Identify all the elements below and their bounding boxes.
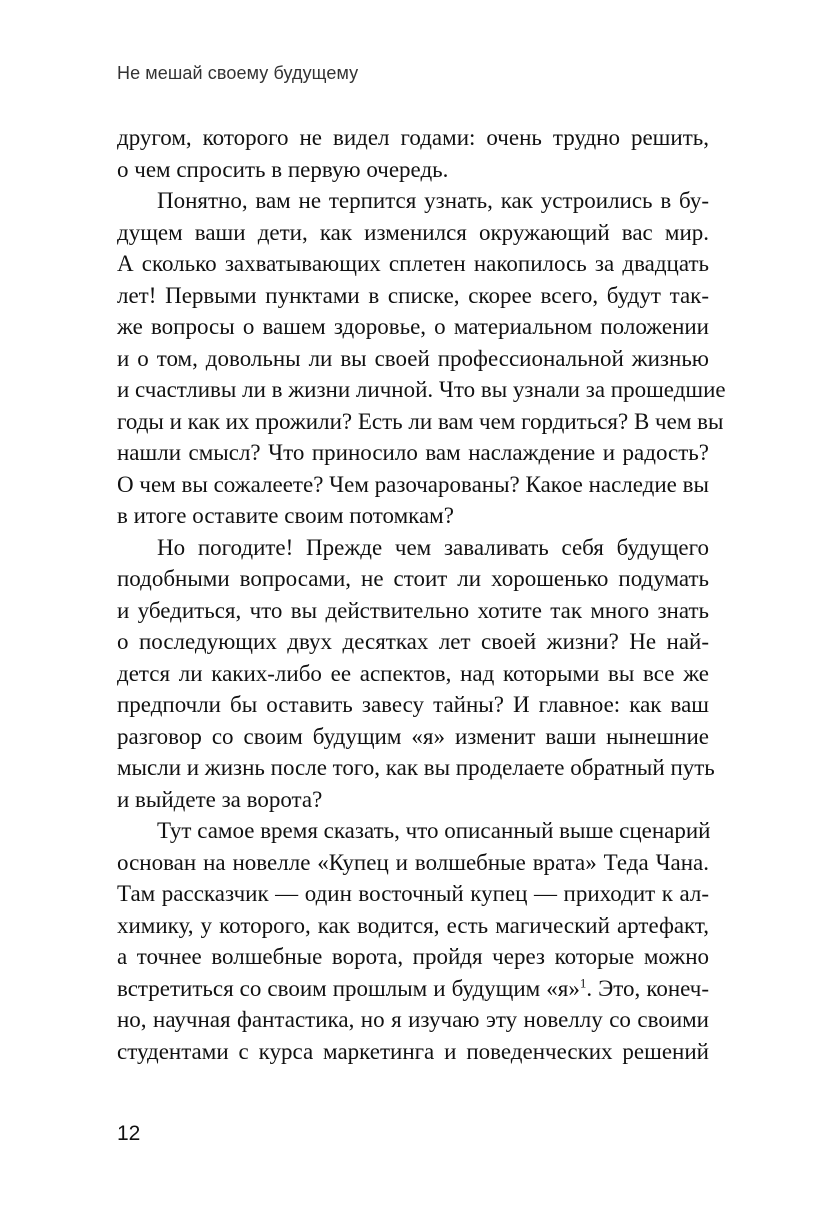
text-line: а точнее волшебные ворота, пройдя через которые можно — [117, 944, 709, 969]
body-text — [117, 122, 726, 1067]
text-line: дется ли каких-либо ее аспектов, над которыми вы все же — [117, 660, 709, 686]
text-line: дущем ваши дети, как изменился окружающий вас мир. — [117, 219, 709, 245]
text-line: химику, у которого, как водится, есть магический артефакт, — [117, 912, 709, 938]
page-number: 12 — [117, 1122, 141, 1145]
text-line: в итоге оставите своим потомкам? — [117, 503, 454, 528]
text-line: же вопросы о вашем здоровье, о материальном положении — [117, 314, 709, 339]
paragraph — [117, 532, 715, 816]
text-line: основан на новелле «Купец и волшебные врата» Теда Чана. — [117, 849, 709, 875]
text-line: Там рассказчик — один восточный купец — приходит к ал- — [117, 881, 709, 906]
text-line: А сколько захватывающих сплетен накопилось за двадцать — [117, 251, 709, 276]
text-line: о чем спросить в первую очередь. — [117, 156, 449, 182]
text-line: студентами с курса маркетинга и поведенческих решений — [117, 1038, 709, 1064]
text-line: годы и как их прожили? Есть ли вам чем гордиться? В чем вы — [117, 408, 724, 434]
text-line: мысли и жизнь после того, как вы проделаете обратный путь — [117, 755, 715, 780]
footnote-marker[interactable]: 1 — [579, 974, 587, 990]
paragraph — [117, 815, 709, 1067]
paragraph — [117, 122, 709, 185]
text-line: нашли смысл? Что приносило вам наслаждение и радость? — [117, 440, 709, 465]
text-line: и убедиться, что вы действительно хотите так много знать — [117, 597, 709, 623]
text-line: Понятно, вам не терпится узнать, как устроились в бу- — [157, 188, 709, 213]
text-line: и о том, довольны ли вы своей профессиональной жизнью — [117, 345, 709, 371]
text-line: и счастливы ли в жизни личной. Что вы узнали за прошедшие — [117, 377, 726, 402]
text-line: другом, которого не видел годами: очень трудно решить, — [117, 125, 709, 150]
text-line: О чем вы сожалеете? Чем разочарованы? Какое наследие вы — [117, 471, 709, 497]
paragraph — [117, 185, 726, 532]
running-title: Не мешай своему будущему — [117, 63, 359, 83]
text-line-with-footnote — [117, 973, 709, 1005]
text-line: разговор со своим будущим «я» изменит ваши нынешние — [117, 723, 709, 749]
text-line: предпочли бы оставить завесу тайны? И главное: как ваш — [117, 692, 709, 717]
text-line: подобными вопросами, не стоит ли хорошенько подумать — [117, 566, 709, 591]
text-fragment: . Это, конеч- — [586, 975, 709, 1001]
text-line: и выйдете за ворота? — [117, 786, 323, 812]
text-fragment: встретиться со своим прошлым и будущим «я» — [117, 975, 580, 1001]
text-line: Тут самое время сказать, что описанный выше сценарий — [157, 818, 711, 843]
text-line: Но погодите! Прежде чем заваливать себя будущего — [157, 534, 709, 560]
text-line: о последующих двух десятках лет своей жизни? Не най- — [117, 629, 709, 654]
text-line: но, научная фантастика, но я изучаю эту новеллу со своими — [117, 1007, 709, 1032]
text-line: лет! Первыми пунктами в списке, скорее всего, будут так- — [117, 282, 709, 308]
